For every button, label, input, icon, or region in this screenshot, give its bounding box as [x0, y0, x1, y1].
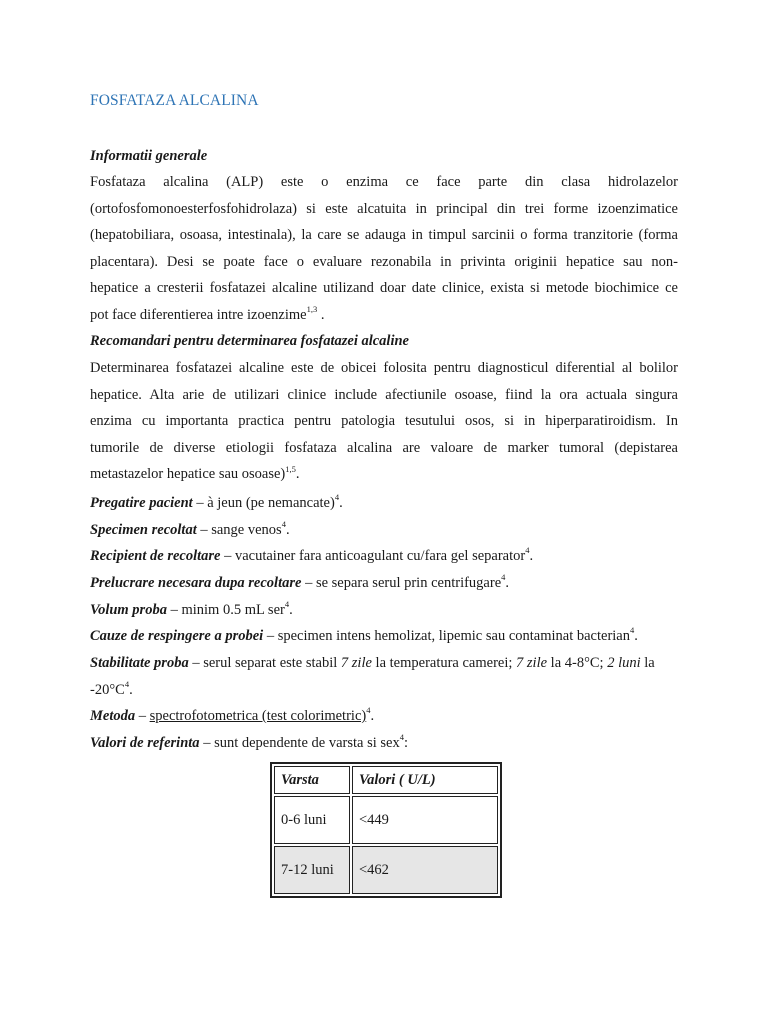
text-line: placentara). Desi se poate face o evaluare rezonabila in privinta originii hepatice sau non- — [90, 253, 678, 270]
citation: 1,5 — [285, 463, 296, 474]
item-specimen-recoltat: Specimen recoltat – sange venos$^4$. — [90, 519, 290, 538]
text-line: Determinarea fosfatazei alcaline este de obicei folosita pentru diagnosticul diferential al bolilor — [90, 360, 678, 376]
item-prelucrare: Prelucrare necesara dupa recoltare – se separa serul prin centrifugare$^4$. — [90, 572, 509, 591]
section-heading-recommendations: Recomandari pentru determinarea fosfatazei alcaline — [90, 333, 409, 349]
section-heading-general: Informatii generale — [90, 148, 208, 164]
reference-values-table — [270, 762, 502, 898]
item-volum-proba: Volum proba – minim 0.5 mL ser$^4$. — [90, 599, 293, 618]
text-line: hepatice a cresterii fosfatazei alcaline utilizand doar date clinice, exista si metode biochimice ce — [90, 280, 678, 297]
text-line: enzima cu importanta practica pentru patologia tesutului osos, si in hiperparatiroidism. In — [90, 413, 678, 430]
table-cell: 7-12 luni — [274, 846, 350, 894]
item-stabilitate-proba: Stabilitate proba – serul separat este stabil 7 zile la temperatura camerei; 7 zile la 4-8°C; 2 luni la — [90, 655, 655, 671]
table-header-row — [274, 766, 498, 794]
table-row — [274, 796, 498, 844]
item-stabilitate-cont: $-20^\circ C^4$. — [90, 679, 133, 698]
document-title: FOSFATAZA ALCALINA — [90, 92, 259, 109]
paragraph-general — [90, 169, 678, 329]
text-line: Fosfataza alcalina (ALP) este o enzima ce face parte din clasa hidrolazelor — [90, 174, 678, 190]
text-line: (hepatobiliara, osoasa, intestinala), la care se adauga in timpul sarcinii o forma tranzitorie (forma — [90, 227, 678, 244]
text-line-last: metastazelor hepatice sau osoase)$^{1,5}$. — [90, 463, 300, 483]
item-metoda: Metoda – spectrofotometrica (test colorimetric)$^4$. — [90, 705, 375, 724]
item-recipient-recoltare: Recipient de recoltare – vacutainer fara anticoagulant cu/fara gel separator$^4$. — [90, 545, 534, 564]
table-cell: <449 — [352, 796, 498, 844]
citation: 1,3 — [306, 304, 318, 315]
table-header-cell: Varsta — [274, 766, 350, 794]
text-line: tumorile de diverse etiologii fosfataza alcalina are valoare de marker tumoral (depistarea — [90, 439, 678, 456]
text-line: (ortofosfomonoesterfosfohidrolaza) si este alcatuita in principal din trei forme izoenzimatice — [90, 200, 678, 217]
item-cauze-respingere: Cauze de respingere a probei – specimen intens hemolizat, lipemic sau contaminat bacterian$^4$. — [90, 625, 638, 644]
table-header-cell: Valori ( U/L) — [352, 766, 498, 794]
text-line-last: pot face diferentierea intre izoenzime$^{1,3}$ . — [90, 304, 325, 323]
table-row — [274, 846, 498, 894]
paragraph-recommendations — [90, 355, 678, 488]
item-pregatire-pacient: Pregatire pacient – à jeun (pe nemancate)$^4$. — [90, 492, 343, 511]
table-cell: 0-6 luni — [274, 796, 350, 844]
item-valori-referinta: Valori de referinta – sunt dependente de varsta si sex$^4$: — [90, 732, 408, 751]
text-line: hepatice. Alta arie de utilizari clinice include afectiunile osoase, fiind la ora actuala singura — [90, 386, 678, 403]
table-cell: <462 — [352, 846, 498, 894]
